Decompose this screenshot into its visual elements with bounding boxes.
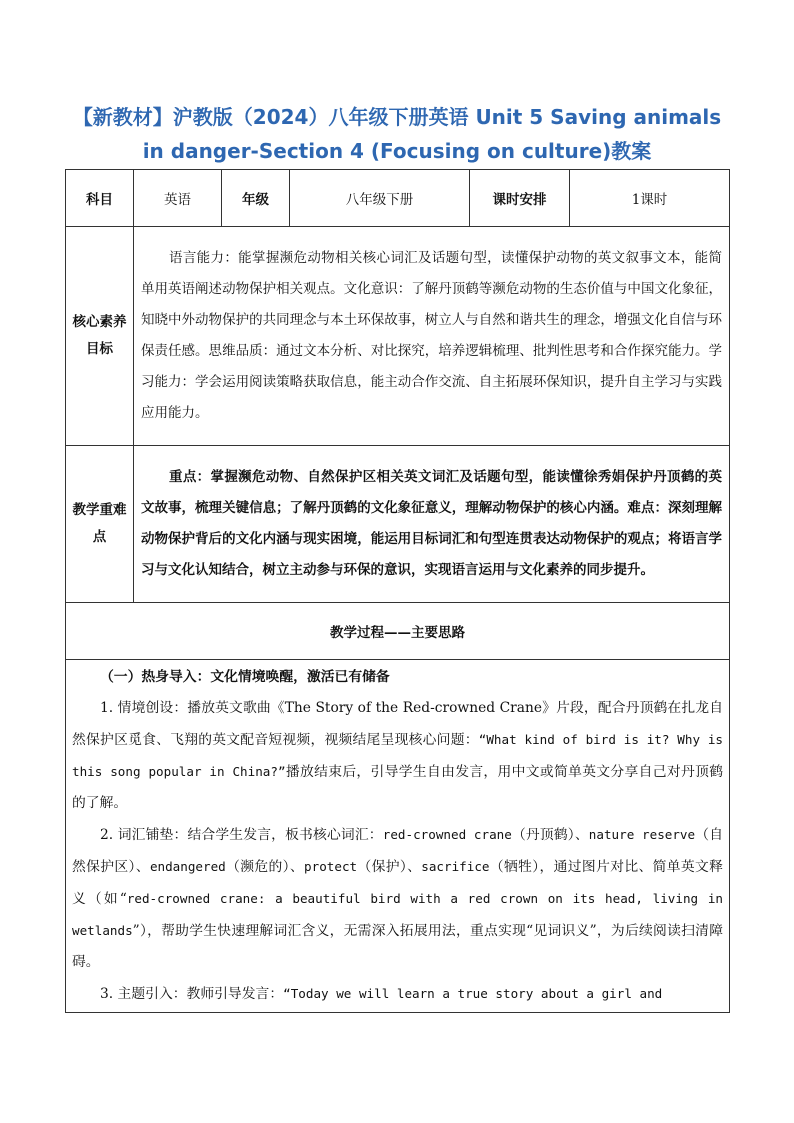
grade-label: 年级	[222, 170, 290, 227]
item-3-intro: 3. 主题引入：教师引导发言：	[100, 986, 284, 1002]
lesson-plan-table	[65, 169, 730, 1013]
grade-value: 八年级下册	[290, 170, 470, 227]
vocab-word-3: endangered	[149, 859, 226, 874]
vocab-word-5: sacrifice	[421, 859, 490, 874]
core-goals-label: 核心素养目标	[66, 227, 134, 446]
vocab-word-4: protect	[304, 859, 358, 874]
process-heading: 教学过程——主要思路	[66, 603, 730, 660]
core-goals-row	[66, 227, 730, 446]
vocab-gloss-4: （保护）、	[357, 859, 422, 875]
vocab-word-1: red-crowned crane	[382, 827, 512, 842]
item-3-quote: “Today we will learn a true story about a girl and	[283, 986, 663, 1001]
process-heading-row	[66, 603, 730, 660]
process-item-3	[72, 978, 723, 1010]
process-body	[66, 660, 730, 1013]
vocab-gloss-5: （牺牲），通过图片对比、简单英文释义（如“	[72, 859, 723, 907]
schedule-label: 课时安排	[470, 170, 570, 227]
vocab-gloss-3: （濒危的）、	[225, 859, 305, 875]
key-points-label: 教学重难点	[66, 446, 134, 603]
item-2-intro: 2. 词汇铺垫：结合学生发言，板书核心词汇：	[100, 827, 383, 843]
vocab-definition: red-crowned crane: a beautiful bird with a red crown on its head, living in wetlands	[72, 891, 724, 938]
process-item-2	[72, 819, 723, 978]
process-body-row	[66, 660, 730, 1013]
header-row	[66, 170, 730, 227]
process-item-1	[72, 693, 723, 819]
item-1-intro: 1. 情境创设：播放英文歌曲《The Story of the Red-crowned Crane》片段，配合丹顶鹤在扎龙自然保护区觅食、飞翔的英文配音短视频，视频结尾呈现核心问题：	[72, 700, 723, 748]
document-title: 【新教材】沪教版（2024）八年级下册英语 Unit 5 Saving animals in danger-Section 4 (Focusing on culture)教案	[72, 105, 722, 163]
item-1-rest: 播放结束后，引导学生自由发言，用中文或简单英文分享自己对丹顶鹤的了解。	[72, 764, 723, 811]
vocab-gloss-1: （丹顶鹤）、	[511, 827, 589, 843]
key-points-text: 重点：掌握濒危动物、自然保护区相关英文词汇及话题句型，能读懂徐秀娟保护丹顶鹤的英文故事，梳理关键信息；了解丹顶鹤的文化象征意义，理解动物保护的核心内涵。难点：深刻理解动物保护背后的文化内涵与现实困境，能运用目标词汇和句型连贯表达动物保护的观点；将语言学习与文化认知结合，树立主动参与环保的意识，实现语言运用与文化素养的同步提升。	[134, 446, 730, 603]
subject-label: 科目	[66, 170, 134, 227]
item-2-rest: ”），帮助学生快速理解词汇含义，无需深入拓展用法，重点实现“见词识义”，为后续阅读扫清障碍。	[72, 923, 723, 970]
subject-value: 英语	[134, 170, 222, 227]
key-points-row	[66, 446, 730, 603]
vocab-gloss-2: （自然保护区）、	[72, 827, 724, 875]
schedule-value: 1课时	[570, 170, 730, 227]
vocab-word-2: nature reserve	[588, 827, 696, 842]
core-goals-text: 语言能力：能掌握濒危动物相关核心词汇及话题句型，读懂保护动物的英文叙事文本，能简单用英语阐述动物保护相关观点。文化意识：了解丹顶鹤等濒危动物的生态价值与中国文化象征，知晓中外动物保护的共同理念与本土环保故事，树立人与自然和谐共生的理念，增强文化自信与环保责任感。思维品质：通过文本分析、对比探究，培养逻辑梳理、批判性思考和合作探究能力。学习能力：学会运用阅读策略获取信息，能主动合作交流、自主拓展环保知识，提升自主学习与实践应用能力。	[134, 227, 730, 446]
section-1-title: （一）热身导入：文化情境唤醒，激活已有储备	[100, 669, 390, 685]
item-1-question: “What kind of bird is it? Why is this song popular in China?”	[72, 732, 723, 779]
